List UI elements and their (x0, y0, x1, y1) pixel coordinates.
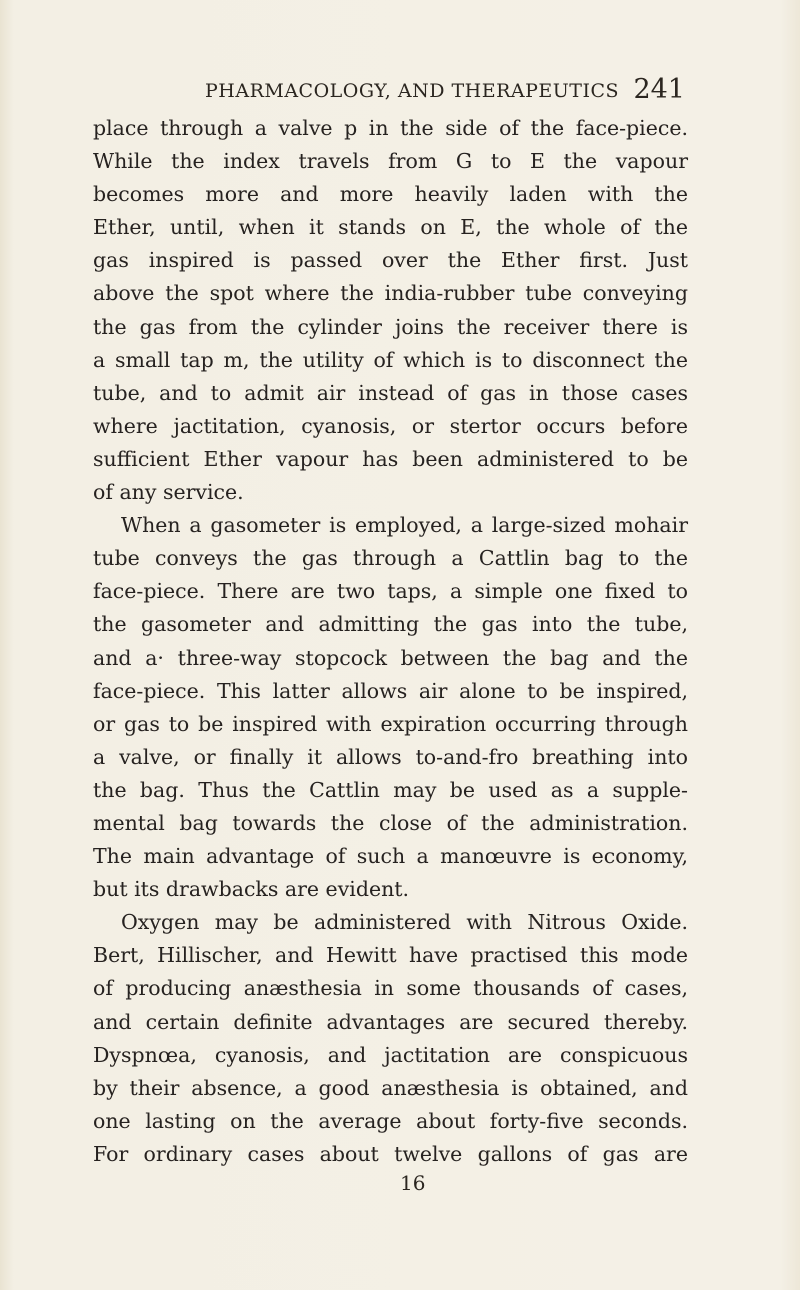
text-line: face-piece. There are two taps, a simple one fixed to (93, 579, 688, 604)
text-line: above the spot where the india-rubber tube conveying (93, 281, 688, 306)
text-line: face-piece. This latter allows air alone to be inspired, (93, 678, 688, 703)
text-line: and certain definite advantages are secured thereby. (93, 1009, 688, 1034)
text-line: Dyspnœa, cyanosis, and jactitation are conspicuous (93, 1042, 688, 1067)
text-line: Ether, until, when it stands on E, the whole of the (93, 215, 688, 240)
text-line: While the index travels from G to E the vapour (93, 149, 688, 174)
running-head: PHARMACOLOGY, AND THERAPEUTICS (205, 80, 620, 102)
text-line: sufficient Ether vapour has been administered to be (93, 446, 688, 471)
text-line: becomes more and more heavily laden with the (93, 182, 688, 207)
text-line: but its drawbacks are evident. (93, 877, 410, 902)
text-line: of any service. (93, 480, 244, 505)
text-line: a small tap m, the utility of which is to disconnect the (93, 347, 688, 372)
text-line: For ordinary cases about twelve gallons of gas are (93, 1141, 688, 1166)
text-line: a valve, or finally it allows to-and-fro breathing into (93, 744, 688, 769)
text-line: one lasting on the average about forty-five seconds. (93, 1108, 688, 1133)
text-line: Bert, Hillischer, and Hewitt have practised this mode (93, 943, 688, 968)
text-line: or gas to be inspired with expiration occurring through (93, 711, 688, 736)
signature-mark: 16 (400, 1171, 426, 1195)
text-line: and a· three-way stopcock between the bag and the (93, 645, 688, 670)
text-line: of producing anæsthesia in some thousands of cases, (93, 976, 688, 1001)
text-line: mental bag towards the close of the administration. (93, 810, 688, 835)
text-line: gas inspired is passed over the Ether first. Just (93, 248, 688, 273)
text-line: where jactitation, cyanosis, or stertor occurs before (93, 413, 688, 438)
page-number: 241 (633, 74, 685, 105)
text-line: tube conveys the gas through a Cattlin bag to the (93, 546, 688, 571)
text-line: place through a valve p in the side of the face-piece. (93, 116, 688, 140)
text-line: When a gasometer is employed, a large-sized mohair (121, 513, 688, 538)
text-line: tube, and to admit air instead of gas in those cases (93, 380, 688, 405)
body-text (93, 112, 688, 1171)
text-line: the bag. Thus the Cattlin may be used as a supple- (93, 777, 688, 802)
text-line: the gas from the cylinder joins the receiver there is (93, 314, 688, 339)
text-line: Oxygen may be administered with Nitrous Oxide. (121, 910, 688, 935)
text-line: by their absence, a good anæsthesia is obtained, and (93, 1075, 688, 1100)
page-header (205, 74, 685, 110)
text-line: The main advantage of such a manœuvre is economy, (93, 844, 688, 869)
text-line: the gasometer and admitting the gas into the tube, (93, 612, 688, 637)
